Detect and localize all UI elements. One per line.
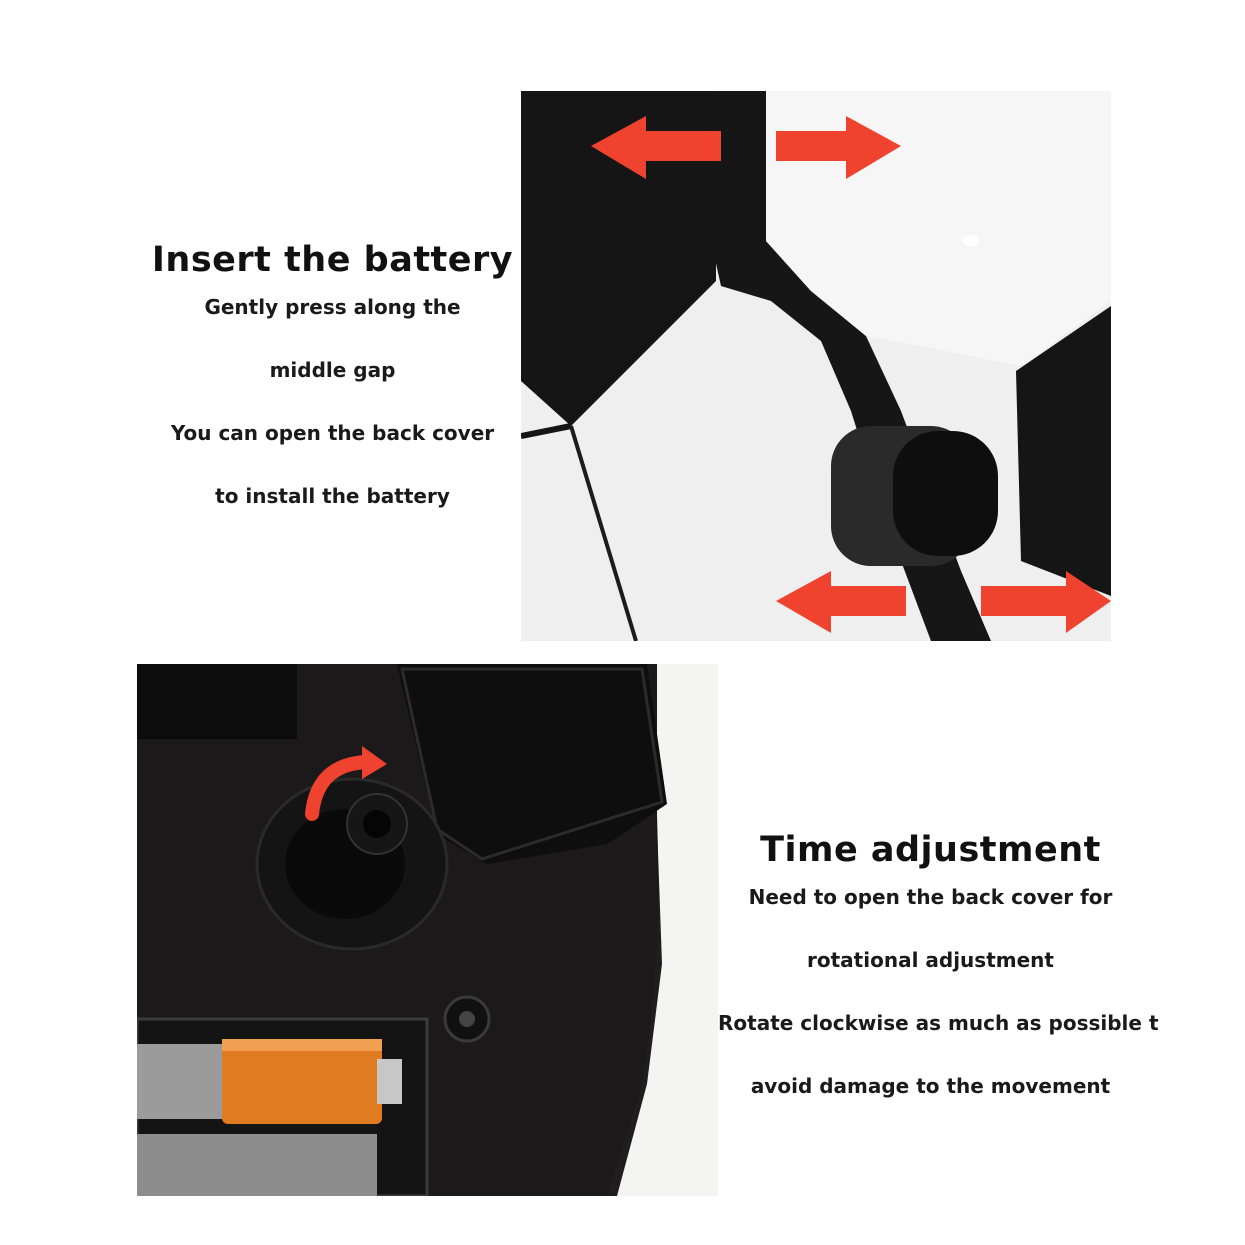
battery-line-4: to install the battery: [215, 484, 450, 508]
battery-line-1: Gently press along the: [204, 295, 461, 319]
battery-instructions: [150, 240, 515, 544]
time-line-1: Need to open the back cover for: [748, 885, 1113, 909]
battery-heading: Insert the battery: [151, 240, 514, 280]
aaa-battery-icon: [137, 1039, 402, 1196]
time-line-2: rotational adjustment: [807, 948, 1054, 972]
time-instructions: [718, 830, 1159, 1134]
battery-line-2: middle gap: [269, 358, 396, 382]
battery-line-3: You can open the back cover: [170, 421, 495, 445]
movement-photo: [137, 664, 718, 1196]
back-cover-photo: [521, 91, 1111, 641]
time-heading: Time adjustment: [760, 830, 1101, 870]
time-line-4: avoid damage to the movement: [750, 1074, 1111, 1098]
time-line-3: Rotate clockwise as much as possible t: [718, 1011, 1159, 1035]
